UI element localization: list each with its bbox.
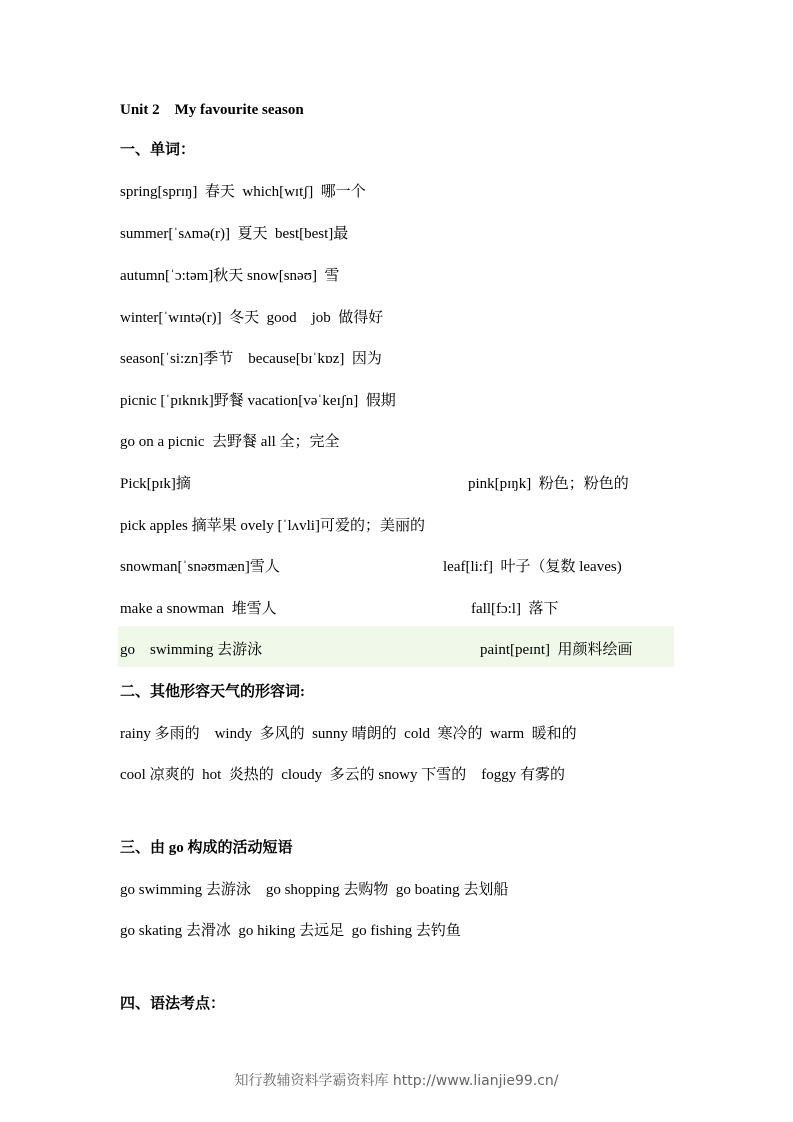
- vocab-row: winter[ˈwɪntə(r)] 冬天 good job 做得好: [120, 310, 384, 326]
- vocab-row: season[ˈsi:zn]季节 because[bɪˈkɒz] 因为: [120, 351, 382, 367]
- page-title: Unit 2 My favourite season: [120, 102, 304, 118]
- vocab-row: pick apples 摘苹果 ovely [ˈlʌvli]可爱的；美丽的: [120, 518, 425, 534]
- vocab-row: go swimming 去游泳: [120, 642, 263, 658]
- section-heading-vocabulary: 一、单词：: [120, 142, 196, 158]
- vocab-row: autumn[ˈɔ:təm]秋天 snow[snəʊ] 雪: [120, 268, 340, 284]
- vocab-row: picnic [ˈpɪknɪk]野餐 vacation[vəˈkeɪʃn] 假期: [120, 393, 396, 409]
- vocab-row: go on a picnic 去野餐 all 全；完全: [120, 434, 340, 450]
- phrase-line: go skating 去滑冰 go hiking 去远足 go fishing 去钓鱼: [120, 923, 461, 939]
- section-heading-go-phrases: 三、由 go 构成的活动短语: [120, 840, 293, 856]
- vocab-row-right: leaf[li:f] 叶子（复数 leaves): [443, 559, 622, 575]
- vocab-row: summer[ˈsʌmə(r)] 夏天 best[best]最: [120, 226, 349, 242]
- adjective-line: rainy 多雨的 windy 多风的 sunny 晴朗的 cold 寒冷的 warm 暖和的: [120, 726, 577, 742]
- vocab-row: make a snowman 堆雪人: [120, 601, 277, 617]
- vocab-row: snowman[ˈsnəʊmæn]雪人: [120, 559, 280, 575]
- vocab-row: spring[sprɪŋ] 春天 which[wɪtʃ] 哪一个: [120, 184, 366, 200]
- vocab-row-right: pink[pɪŋk] 粉色；粉色的: [468, 476, 629, 492]
- footer-watermark: 知行教辅资料学霸资料库 http://www.lianjie99.cn/: [234, 1073, 559, 1089]
- vocab-row-right: fall[fɔ:l] 落下: [471, 601, 559, 617]
- phrase-line: go swimming 去游泳 go shopping 去购物 go boating 去划船: [120, 882, 509, 898]
- section-heading-grammar: 四、语法考点：: [120, 996, 226, 1012]
- adjective-line: cool 凉爽的 hot 炎热的 cloudy 多云的 snowy 下雪的 foggy 有雾的: [120, 767, 565, 783]
- vocab-row: Pick[pɪk]摘: [120, 476, 191, 492]
- vocab-row-right: paint[peɪnt] 用颜料绘画: [480, 642, 633, 658]
- section-heading-weather-adjectives: 二、其他形容天气的形容词:: [120, 684, 305, 700]
